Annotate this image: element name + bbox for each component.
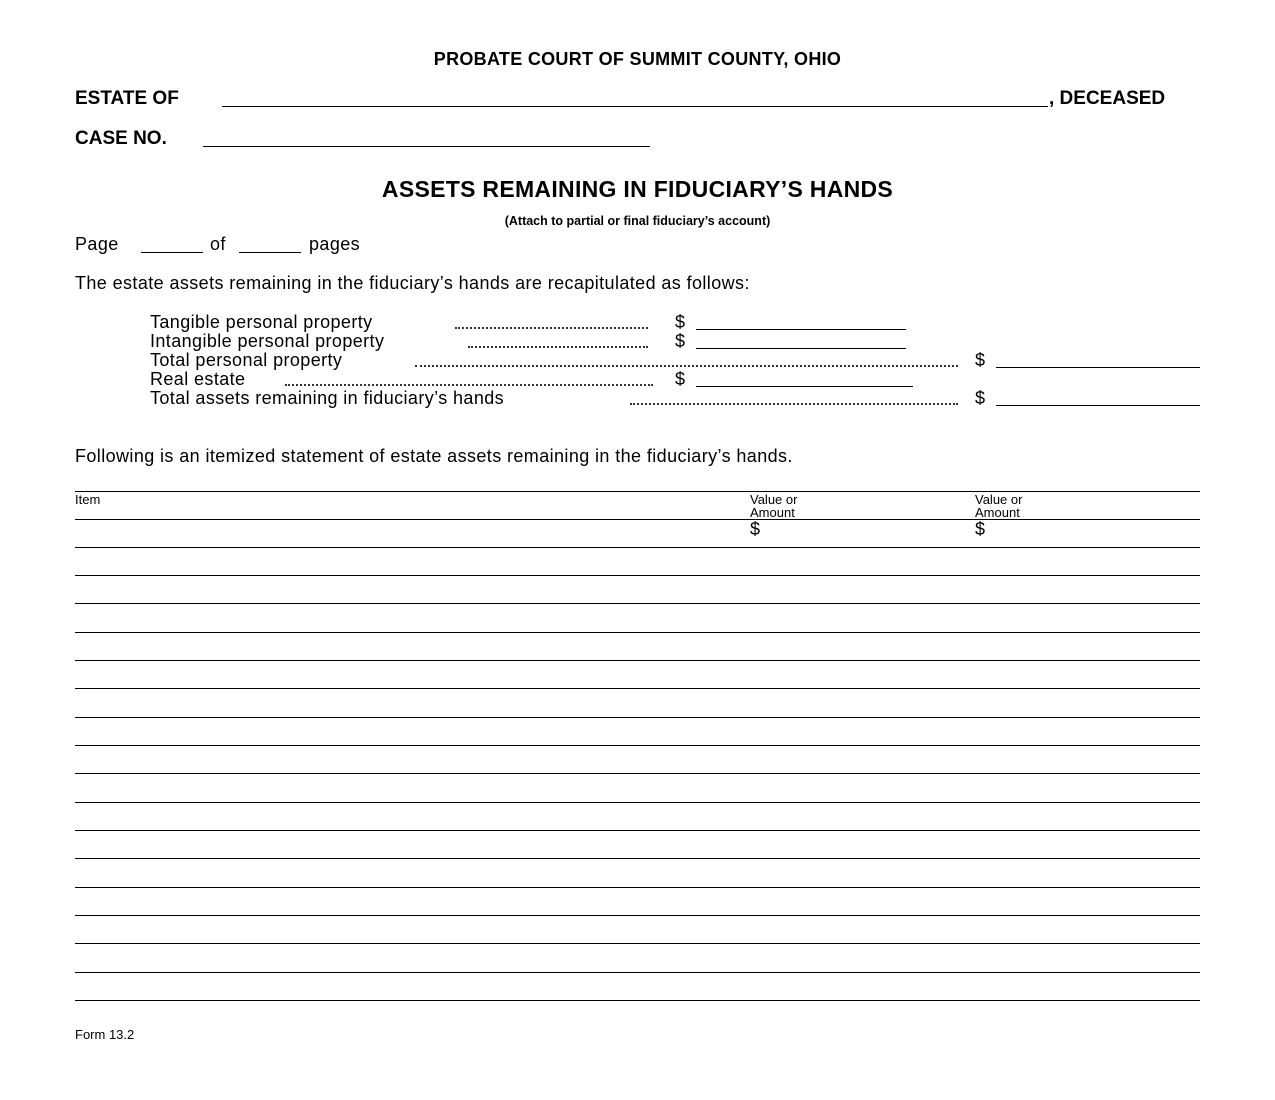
table-row[interactable] <box>75 688 1200 689</box>
table-row[interactable] <box>75 858 1200 859</box>
value-header-2-line-2: Amount <box>975 505 1020 520</box>
table-row[interactable] <box>75 745 1200 746</box>
total-personal-amount-field[interactable] <box>996 367 1200 368</box>
page-number-field[interactable] <box>141 252 203 253</box>
total-assets-label: Total assets remaining in fiduciary’s hands <box>150 388 505 408</box>
pages-label: pages <box>309 234 361 254</box>
table-header-rule <box>75 519 1200 520</box>
value-header-1-line-1: Value or <box>750 492 798 507</box>
tangible-amount-field[interactable] <box>696 329 906 330</box>
value-header-1-line-2: Amount <box>750 505 795 520</box>
value-column-header-1 <box>750 493 797 519</box>
total-assets-currency: $ <box>975 388 986 408</box>
court-name: PROBATE COURT OF SUMMIT COUNTY, OHIO <box>433 49 842 69</box>
estate-of-label: ESTATE OF <box>75 88 179 109</box>
tangible-currency: $ <box>675 312 686 332</box>
table-row[interactable] <box>75 1000 1200 1001</box>
case-number-field[interactable] <box>203 146 650 147</box>
table-row[interactable] <box>75 830 1200 831</box>
real-estate-currency: $ <box>675 369 686 389</box>
real-estate-leader <box>285 384 653 386</box>
total-personal-currency: $ <box>975 350 986 370</box>
page-label: Page <box>75 234 119 254</box>
table-row[interactable] <box>75 632 1200 633</box>
real-estate-label: Real estate <box>150 369 246 389</box>
tangible-leader <box>455 327 648 329</box>
total-assets-leader <box>630 403 958 405</box>
value-column-header-2 <box>975 493 1022 519</box>
case-no-label: CASE NO. <box>75 128 167 149</box>
table-row[interactable] <box>75 887 1200 888</box>
table-row[interactable] <box>75 717 1200 718</box>
value-2-currency: $ <box>975 519 986 539</box>
item-column-header: Item <box>75 492 101 507</box>
form-subtitle: (Attach to partial or final fiduciary’s account) <box>504 214 771 228</box>
total-pages-field[interactable] <box>239 252 301 253</box>
intangible-label: Intangible personal property <box>150 331 385 351</box>
table-top-rule <box>75 491 1200 492</box>
of-label: of <box>210 234 226 254</box>
total-personal-label: Total personal property <box>150 350 343 370</box>
value-1-currency: $ <box>750 519 761 539</box>
table-row[interactable] <box>75 660 1200 661</box>
recap-intro: The estate assets remaining in the fiduciary’s hands are recapitulated as follows: <box>75 273 750 293</box>
table-row[interactable] <box>75 972 1200 973</box>
table-row[interactable] <box>75 575 1200 576</box>
table-row[interactable] <box>75 943 1200 944</box>
total-assets-amount-field[interactable] <box>996 405 1200 406</box>
real-estate-amount-field[interactable] <box>696 386 913 387</box>
total-personal-leader <box>415 365 958 367</box>
intangible-amount-field[interactable] <box>696 348 906 349</box>
table-row[interactable] <box>75 915 1200 916</box>
itemized-intro: Following is an itemized statement of estate assets remaining in the fiduciary’s hands. <box>75 446 793 466</box>
table-row[interactable] <box>75 773 1200 774</box>
intangible-currency: $ <box>675 331 686 351</box>
form-number: Form 13.2 <box>75 1027 135 1042</box>
value-header-2-line-1: Value or <box>975 492 1023 507</box>
table-row[interactable] <box>75 603 1200 604</box>
table-row[interactable] <box>75 802 1200 803</box>
estate-name-field[interactable] <box>222 106 1048 107</box>
table-row[interactable] <box>75 547 1200 548</box>
intangible-leader <box>468 346 648 348</box>
form-title: ASSETS REMAINING IN FIDUCIARY’S HANDS <box>381 176 894 202</box>
tangible-label: Tangible personal property <box>150 312 373 332</box>
deceased-label: , DECEASED <box>1049 88 1166 109</box>
